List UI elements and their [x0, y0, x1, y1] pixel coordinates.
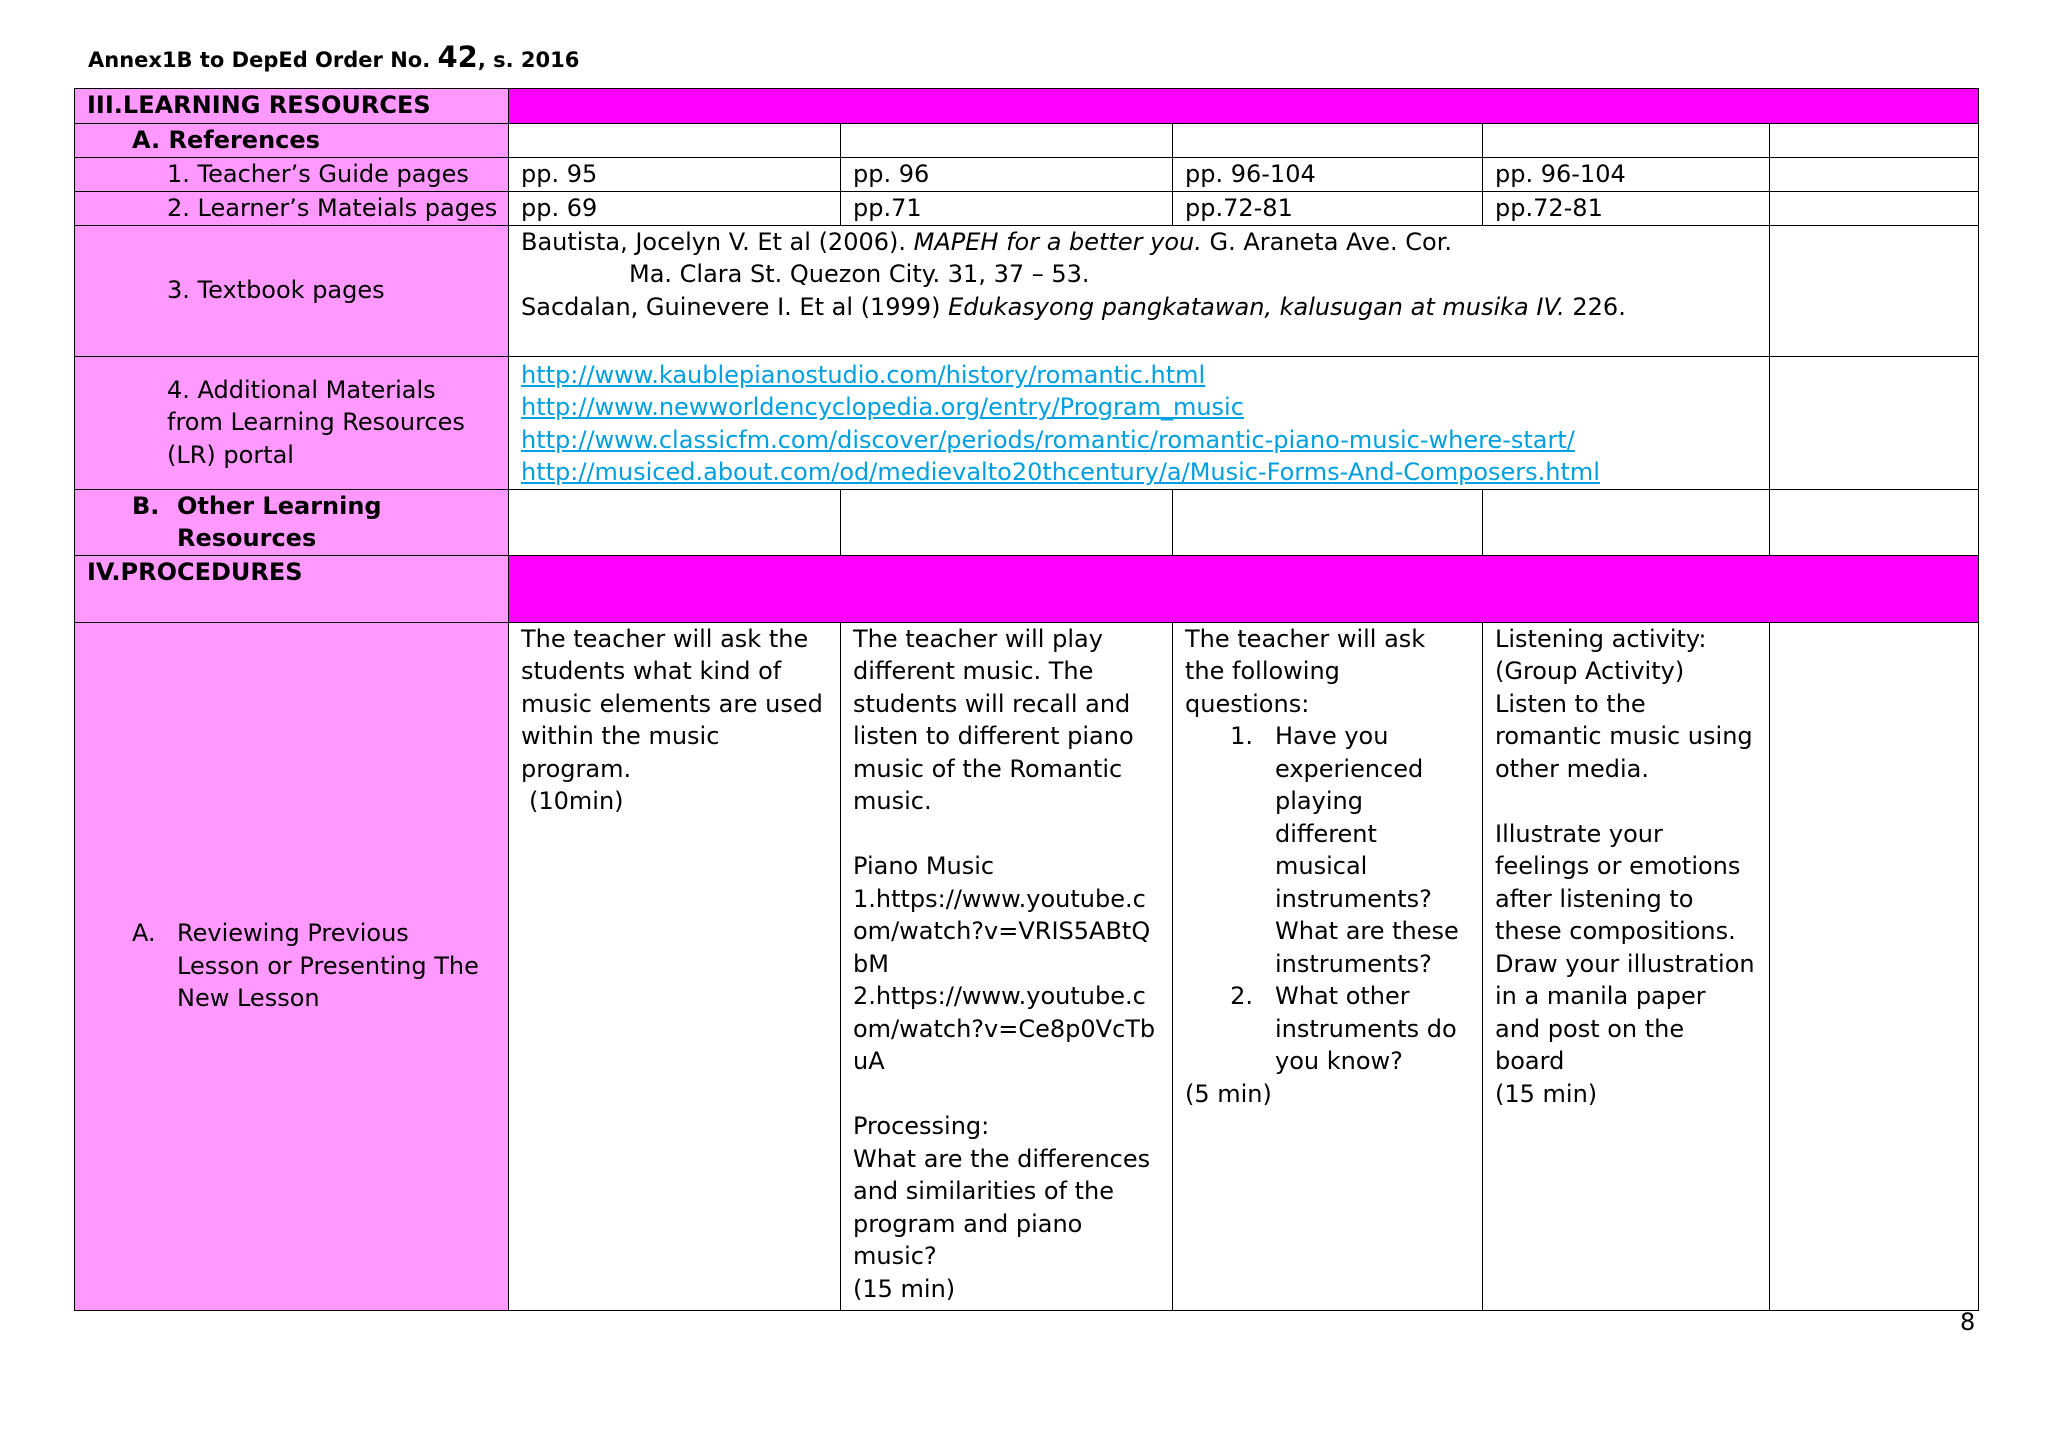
cell: [1483, 489, 1770, 555]
textbook-ref-1-cont: Ma. Clara St. Quezon City. 31, 37 – 53.: [629, 260, 1090, 288]
row-other-resources: [75, 489, 1979, 555]
cell: [1173, 489, 1483, 555]
day3-questions: [1185, 720, 1470, 1078]
day2-intro: The teacher will play different music. The students will recall and listen to different piano music of the Romantic music.: [853, 624, 1134, 815]
cell: [509, 489, 841, 555]
teachers-guide-label: 1. Teacher’s Guide pages: [75, 157, 509, 191]
section-learning-resources: III.LEARNING RESOURCES: [75, 89, 509, 124]
link-kauble[interactable]: http://www.kaublepianostudio.com/history/romantic.html: [521, 360, 1206, 389]
document-header: [88, 40, 579, 74]
day2-processing-heading: Processing:: [853, 1112, 990, 1140]
lr-portal-links: [509, 356, 1770, 489]
day3-question-1: 1. Have you experienced playing different musical instruments? What are these instruments?: [1230, 722, 1459, 978]
row-learners-materials: [75, 191, 1979, 225]
other-resources-label: B. Other Learning Resources: [75, 489, 509, 555]
textbook-ref-2: Sacdalan, Guinevere I. Et al (1999) Edukasyong pangkatawan, kalusugan at musika IV. 226.: [521, 292, 1626, 321]
order-number: 42: [437, 40, 478, 74]
cell: [1483, 124, 1770, 158]
cell: [1770, 225, 1979, 356]
reviewing-label: A. Reviewing Previous Lesson or Presenting The New Lesson: [75, 622, 509, 1310]
references-label: A. References: [75, 124, 509, 158]
link-newworld[interactable]: http://www.newworldencyclopedia.org/entry/Program_music: [521, 393, 1244, 421]
textbook-label: 3. Textbook pages: [75, 225, 509, 356]
day4-time: (15 min): [1495, 1079, 1598, 1108]
day4-line2: (Group Activity): [1495, 657, 1685, 685]
row-textbook: [75, 225, 1979, 356]
cell: [1770, 356, 1979, 489]
additional-materials-label: 4. Additional Materials from Learning Resources (LR) portal: [75, 356, 509, 489]
lm-day1: pp. 69: [509, 191, 841, 225]
day2-time: (15 min): [853, 1274, 956, 1303]
day3-time: (5 min): [1185, 1079, 1272, 1108]
header-suffix: , s. 2016: [477, 48, 580, 72]
cell: [1770, 124, 1979, 158]
section-band: [509, 555, 1979, 622]
cell: [1770, 191, 1979, 225]
row-additional-materials: [75, 356, 1979, 489]
tg-day3: pp. 96-104: [1173, 157, 1483, 191]
row-learning-resources: [75, 89, 1979, 124]
day1-activity: [509, 622, 841, 1310]
cell: [1770, 489, 1979, 555]
section-procedures: IV.PROCEDURES: [75, 555, 509, 622]
day1-text: The teacher will ask the students what kind of music elements are used within the music program.: [521, 624, 823, 783]
textbook-ref-1: Bautista, Jocelyn V. Et al (2006). MAPEH for a better you. G. Araneta Ave. Cor.: [521, 227, 1453, 256]
cell: [1770, 157, 1979, 191]
day3-question-2: 2. What other instruments do you know?: [1230, 982, 1457, 1075]
link-classicfm[interactable]: http://www.classicfm.com/discover/periods/romantic/romantic-piano-music-where-start/: [521, 425, 1575, 454]
lm-day3: pp.72-81: [1173, 191, 1483, 225]
tg-day1: pp. 95: [509, 157, 841, 191]
row-procedures: [75, 555, 1979, 622]
day2-processing: What are the differences and similarities of the program and piano music?: [853, 1144, 1151, 1270]
link-musiced[interactable]: http://musiced.about.com/od/medievalto20thcentury/a/Music-Forms-And-Composers.html: [521, 458, 1600, 486]
day2-piano-heading: Piano Music: [853, 852, 995, 880]
day2-activity: [841, 622, 1173, 1310]
day3-activity: [1173, 622, 1483, 1310]
day4-line4: Illustrate your feelings or emotions after listening to these compositions. Draw your illustration in a manila paper and post on the board: [1495, 819, 1755, 1075]
lesson-plan-table: [74, 88, 1979, 1311]
day2-piano-link-2: 2.https://www.youtube.c om/watch?v=Ce8p0VcTb uA: [853, 982, 1156, 1075]
learners-materials-label: 2. Learner’s Mateials pages: [75, 191, 509, 225]
page-number: 8: [1960, 1308, 1976, 1336]
tg-day4: pp. 96-104: [1483, 157, 1770, 191]
row-references: [75, 124, 1979, 158]
cell: [509, 124, 841, 158]
tg-day2: pp. 96: [841, 157, 1173, 191]
day4-activity: [1483, 622, 1770, 1310]
day3-intro: The teacher will ask the following questions:: [1185, 624, 1426, 718]
lm-day2: pp.71: [841, 191, 1173, 225]
header-prefix: Annex1B to DepEd Order No.: [88, 48, 438, 72]
cell: [1173, 124, 1483, 158]
day4-line1: Listening activity:: [1495, 624, 1707, 653]
section-band: [509, 89, 1979, 124]
lm-day4: pp.72-81: [1483, 191, 1770, 225]
textbook-references: [509, 225, 1770, 356]
row-reviewing: [75, 622, 1979, 1310]
day4-line3: Listen to the romantic music using other media.: [1495, 689, 1753, 783]
day1-time: (10min): [529, 787, 624, 815]
day2-piano-link-1: 1.https://www.youtube.c om/watch?v=VRIS5ABtQ bM: [853, 884, 1151, 978]
cell: [841, 489, 1173, 555]
cell: [1770, 622, 1979, 1310]
cell: [841, 124, 1173, 158]
row-teachers-guide: [75, 157, 1979, 191]
